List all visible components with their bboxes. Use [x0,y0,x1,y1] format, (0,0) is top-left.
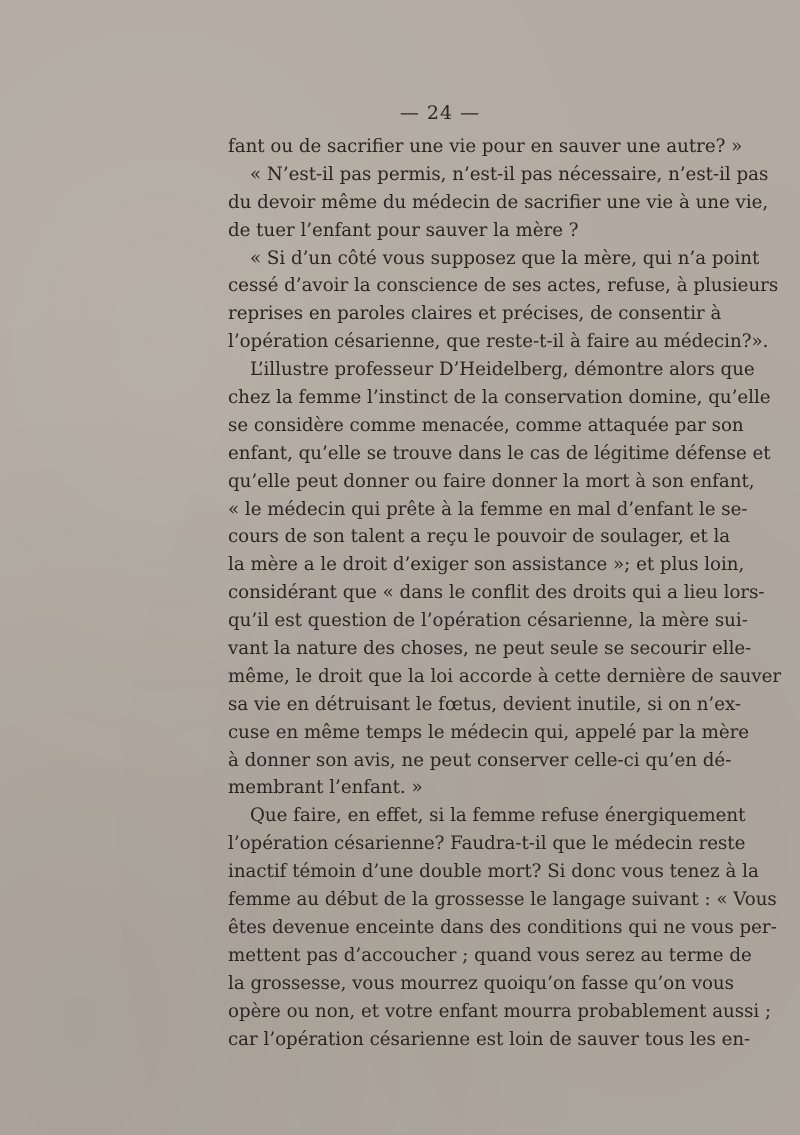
text-line: cours de son talent a reçu le pouvoir de soulager, et la [228,526,731,548]
text-line: Que faire, en effet, si la femme refuse énergiquement [250,805,746,827]
text-line: du devoir même du médecin de sacrifier une vie à une vie, [228,191,769,213]
text-line: mettent pas d’accoucher ; quand vous serez au terme de [228,944,752,966]
text-line: enfant, qu’elle se trouve dans le cas de légitime défense et [228,442,771,464]
text-line: « le médecin qui prête à la femme en mal d’enfant le se- [228,498,748,520]
text-line: considérant que « dans le conflit des droits qui a lieu lors- [228,582,765,604]
text-line: chez la femme l’instinct de la conservation domine, qu’elle [228,387,771,409]
text-line: opère ou non, et votre enfant mourra probablement aussi ; [228,1000,772,1022]
text-line: femme au début de la grossesse le langage suivant : « Vous [228,889,777,911]
text-line: cuse en même temps le médecin qui, appelé par la mère [228,721,750,743]
body-text [228,133,782,1053]
text-line: êtes devenue enceinte dans des conditions qui ne vous per- [228,916,777,938]
page-number: — 24 — [399,102,481,124]
text-line: membrant l’enfant. » [228,777,423,799]
text-line: qu’il est question de l’opération césarienne, la mère sui- [228,610,748,632]
text-line: l’opération césarienne, que reste-t-il à faire au médecin?». [228,331,769,353]
text-line: la mère a le droit d’exiger son assistance »; et plus loin, [228,554,745,576]
text-line: à donner son avis, ne peut conserver celle-ci qu’en dé- [228,749,732,771]
text-line: inactif témoin d’une double mort? Si donc vous tenez à la [228,861,759,883]
text-line: se considère comme menacée, comme attaquée par son [228,414,744,436]
text-line: « N’est-il pas permis, n’est-il pas nécessaire, n’est-il pas [250,163,769,185]
text-line: vant la nature des choses, ne peut seule se secourir elle- [228,638,752,660]
text-line: car l’opération césarienne est loin de sauver tous les en- [228,1028,751,1050]
text-line: L’illustre professeur D’Heidelberg, démontre alors que [250,359,755,381]
text-line: la grossesse, vous mourrez quoiqu’on fasse qu’on vous [228,972,734,994]
text-line: l’opération césarienne? Faudra-t-il que le médecin reste [228,833,746,855]
text-line: sa vie en détruisant le fœtus, devient inutile, si on n’ex- [228,693,742,715]
text-line: fant ou de sacrifier une vie pour en sauver une autre? » [228,136,743,157]
text-line: cessé d’avoir la conscience de ses actes, refuse, à plusieurs [228,275,779,297]
text-line: de tuer l’enfant pour sauver la mère ? [228,219,579,241]
text-line: reprises en paroles claires et précises, de consentir à [228,303,722,325]
text-line: qu’elle peut donner ou faire donner la mort à son enfant, [228,470,755,492]
text-line: « Si d’un côté vous supposez que la mère, qui n’a point [250,247,760,269]
text-line: même, le droit que la loi accorde à cette dernière de sauver [228,665,782,687]
